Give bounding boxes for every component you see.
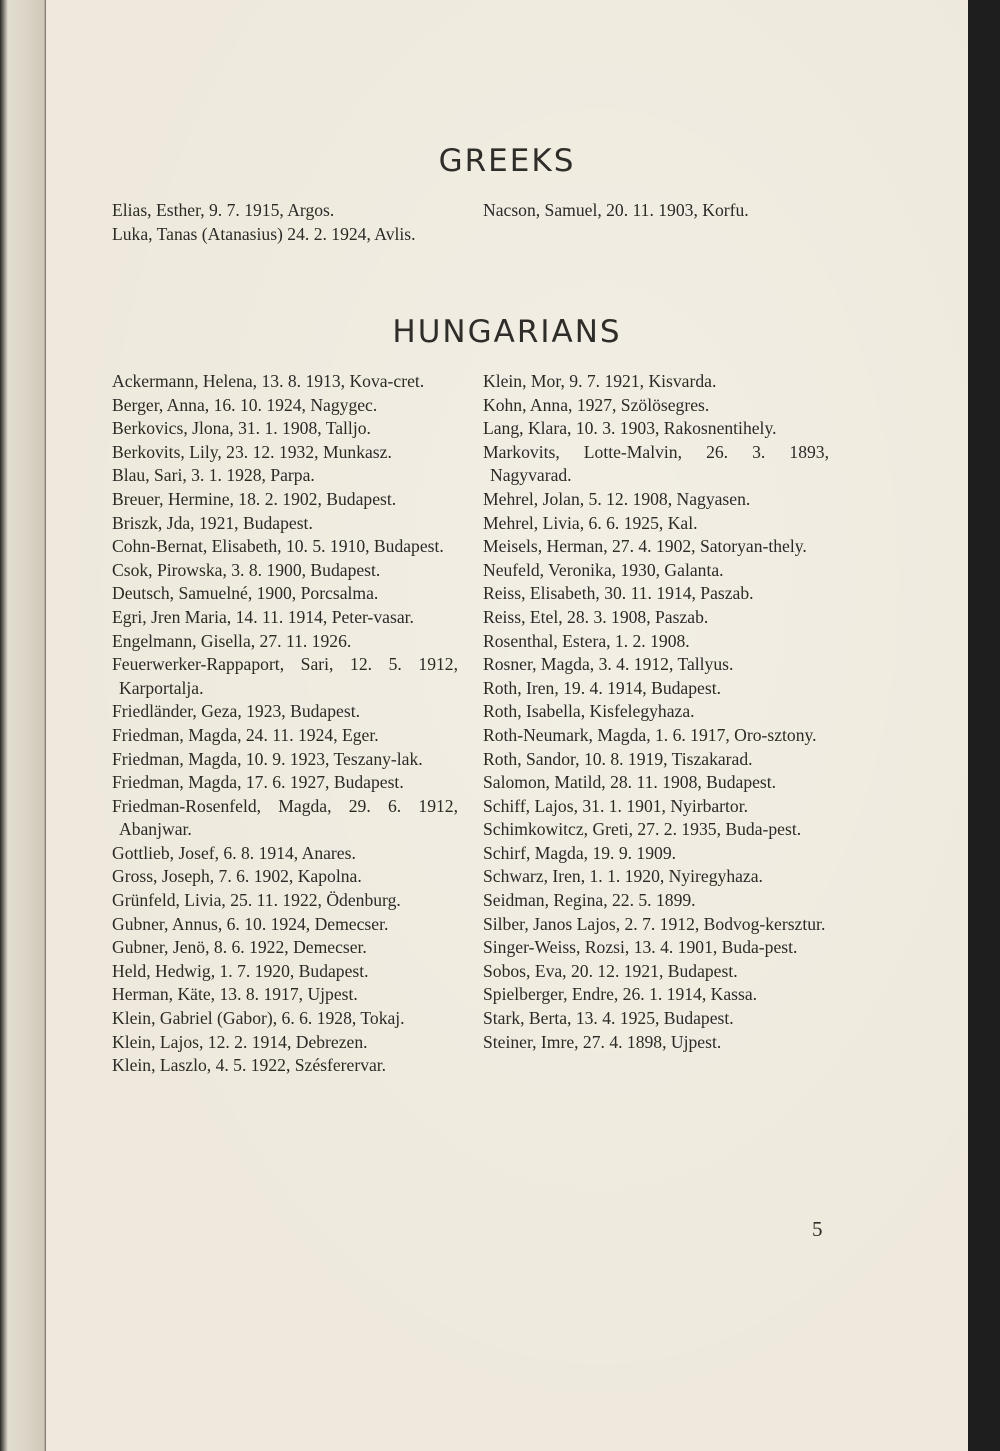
list-entry: Neufeld, Veronika, 1930, Galanta.: [483, 559, 724, 580]
list-entry: Grünfeld, Livia, 25. 11. 1922, Ödenburg.: [112, 890, 401, 911]
list-entry: Gottlieb, Josef, 6. 8. 1914, Anares.: [112, 842, 356, 863]
list-entry: Klein, Gabriel (Gabor), 6. 6. 1928, Tokaj.: [112, 1008, 405, 1029]
list-entry: Meisels, Herman, 27. 4. 1902, Satoryan-thely.: [483, 536, 807, 557]
greeks-left-column: [112, 199, 458, 246]
list-entry: Berger, Anna, 16. 10. 1924, Nagygec.: [112, 394, 378, 415]
list-entry: Ackermann, Helena, 13. 8. 1913, Kova-cret.: [112, 371, 425, 391]
list-entry: Klein, Lajos, 12. 2. 1914, Debrezen.: [112, 1031, 368, 1052]
list-entry: Roth, Iren, 19. 4. 1914, Budapest.: [483, 677, 721, 698]
hungarians-right-column: [483, 370, 829, 1054]
list-entry: Mehrel, Jolan, 5. 12. 1908, Nagyasen.: [483, 488, 751, 509]
list-entry: Deutsch, Samuelné, 1900, Porcsalma.: [112, 583, 379, 604]
list-entry: Klein, Laszlo, 4. 5. 1922, Szésferervar.: [112, 1055, 387, 1076]
list-entry: Rosner, Magda, 3. 4. 1912, Tallyus.: [483, 654, 734, 675]
section-heading-hungarians: HUNGARIANS: [392, 314, 622, 350]
section-heading-greeks: GREEKS: [438, 143, 576, 179]
list-entry: Sobos, Eva, 20. 12. 1921, Budapest.: [483, 960, 738, 981]
list-entry: Salomon, Matild, 28. 11. 1908, Budapest.: [483, 772, 777, 793]
list-entry: Friedman, Magda, 10. 9. 1923, Teszany-lak.: [112, 748, 423, 769]
page-number: 5: [812, 1217, 823, 1241]
list-entry: Steiner, Imre, 27. 4. 1898, Ujpest.: [483, 1031, 722, 1052]
list-entry: Berkovics, Jlona, 31. 1. 1908, Talljo.: [112, 418, 371, 439]
list-entry: Friedman, Magda, 17. 6. 1927, Budapest.: [112, 772, 404, 793]
list-entry: Friedländer, Geza, 1923, Budapest.: [112, 701, 360, 722]
list-entry: Schiff, Lajos, 31. 1. 1901, Nyirbartor.: [483, 795, 749, 816]
list-entry: Herman, Käte, 13. 8. 1917, Ujpest.: [112, 984, 358, 1005]
list-entry: Silber, Janos Lajos, 2. 7. 1912, Bodvog-kersztur.: [483, 913, 826, 934]
list-entry: Markovits, Lotte-Malvin, 26. 3. 1893, Nagyvarad.: [483, 441, 829, 486]
list-entry: Gross, Joseph, 7. 6. 1902, Kapolna.: [112, 866, 362, 887]
list-entry: Luka, Tanas (Atanasius) 24. 2. 1924, Avlis.: [112, 223, 416, 244]
list-entry: Roth, Isabella, Kisfelegyhaza.: [483, 701, 695, 722]
list-entry: Mehrel, Livia, 6. 6. 1925, Kal.: [483, 512, 698, 533]
list-entry: Stark, Berta, 13. 4. 1925, Budapest.: [483, 1008, 734, 1029]
list-entry: Roth-Neumark, Magda, 1. 6. 1917, Oro-sztony.: [483, 724, 817, 745]
list-entry: Gubner, Annus, 6. 10. 1924, Demecser.: [112, 913, 389, 934]
list-entry: Egri, Jren Maria, 14. 11. 1914, Peter-vasar.: [112, 606, 414, 627]
list-entry: Breuer, Hermine, 18. 2. 1902, Budapest.: [112, 488, 397, 509]
list-entry: Klein, Mor, 9. 7. 1921, Kisvarda.: [483, 371, 717, 391]
list-entry: Schwarz, Iren, 1. 1. 1920, Nyiregyhaza.: [483, 866, 763, 887]
document-page: [46, 0, 968, 1451]
list-entry: Gubner, Jenö, 8. 6. 1922, Demecser.: [112, 937, 367, 958]
list-entry: Spielberger, Endre, 26. 1. 1914, Kassa.: [483, 984, 758, 1005]
list-entry: Briszk, Jda, 1921, Budapest.: [112, 512, 313, 533]
list-entry: Kohn, Anna, 1927, Szölösegres.: [483, 394, 710, 415]
list-entry: Feuerwerker-Rappaport, Sari, 12. 5. 1912, Karportalja.: [112, 654, 458, 698]
list-entry: Lang, Klara, 10. 3. 1903, Rakosnentihely.: [483, 418, 777, 439]
list-entry: Held, Hedwig, 1. 7. 1920, Budapest.: [112, 960, 369, 981]
list-entry: Cohn-Bernat, Elisabeth, 10. 5. 1910, Budapest.: [112, 536, 444, 557]
list-entry: Elias, Esther, 9. 7. 1915, Argos.: [112, 200, 335, 220]
scan-background: [968, 0, 1000, 1451]
list-entry: Rosenthal, Estera, 1. 2. 1908.: [483, 630, 690, 651]
list-entry: Friedman-Rosenfeld, Magda, 29. 6. 1912, Abanjwar.: [112, 795, 458, 840]
list-entry: Engelmann, Gisella, 27. 11. 1926.: [112, 630, 352, 651]
list-entry: Friedman, Magda, 24. 11. 1924, Eger.: [112, 724, 379, 745]
greeks-right-column: [483, 199, 829, 223]
list-entry: Berkovits, Lily, 23. 12. 1932, Munkasz.: [112, 441, 392, 462]
list-entry: Blau, Sari, 3. 1. 1928, Parpa.: [112, 465, 315, 486]
list-entry: Schimkowitcz, Greti, 27. 2. 1935, Buda-pest.: [483, 819, 802, 840]
list-entry: Roth, Sandor, 10. 8. 1919, Tiszakarad.: [483, 748, 753, 769]
book-spine-edge: [0, 0, 46, 1451]
list-entry: Csok, Pirowska, 3. 8. 1900, Budapest.: [112, 559, 381, 580]
list-entry: Nacson, Samuel, 20. 11. 1903, Korfu.: [483, 200, 749, 220]
list-entry: Singer-Weiss, Rozsi, 13. 4. 1901, Buda-pest.: [483, 937, 798, 958]
list-entry: Reiss, Etel, 28. 3. 1908, Paszab.: [483, 606, 709, 627]
list-entry: Seidman, Regina, 22. 5. 1899.: [483, 890, 696, 911]
hungarians-left-column: [112, 370, 458, 1078]
list-entry: Reiss, Elisabeth, 30. 11. 1914, Paszab.: [483, 583, 754, 604]
list-entry: Schirf, Magda, 19. 9. 1909.: [483, 842, 677, 863]
